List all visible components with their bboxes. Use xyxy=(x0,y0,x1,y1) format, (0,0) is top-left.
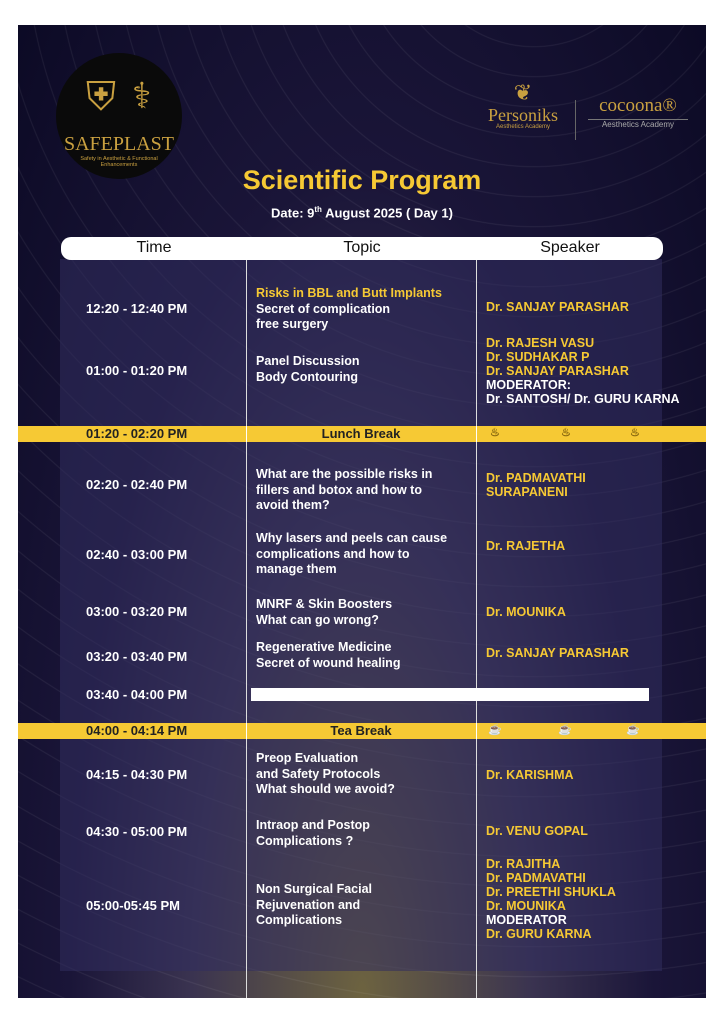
speaker-name: Dr. RAJESH VASU xyxy=(486,336,595,350)
session-speakers xyxy=(486,605,566,619)
topic-line: What are the possible risks in xyxy=(256,467,433,481)
break-time: 01:20 - 02:20 PM xyxy=(86,426,188,441)
session-topic xyxy=(256,286,442,333)
topic-line: Secret of wound healing xyxy=(256,655,401,670)
logo-name: cocoona® xyxy=(599,95,677,116)
topic-line: complications and how to xyxy=(256,546,410,561)
speaker-name: Dr. SANJAY PARASHAR xyxy=(486,300,629,314)
speaker-name: Dr. PREETHI SHUKLA xyxy=(486,885,616,899)
session-speakers xyxy=(486,471,586,499)
speaker-name: MODERATOR xyxy=(486,913,567,927)
header-time: Time xyxy=(136,239,172,256)
event-date xyxy=(18,205,706,220)
butterfly-icon: ❦ xyxy=(513,80,533,105)
logo-tagline: Aesthetics Academy xyxy=(588,119,688,129)
session-speakers xyxy=(486,539,565,553)
speaker-name: Dr. MOUNIKA xyxy=(486,605,566,619)
session-time: 02:40 - 03:00 PM xyxy=(86,547,188,562)
speaker-name: Dr. SANJAY PARASHAR xyxy=(486,364,629,378)
topic-line: Why lasers and peels can cause xyxy=(256,531,448,545)
topic-line: Preop Evaluation xyxy=(256,751,359,765)
break-label: Tea Break xyxy=(330,723,392,738)
speaker-name: SURAPANENI xyxy=(486,485,568,499)
session-time: 04:30 - 05:00 PM xyxy=(86,824,188,839)
date-ordinal: th xyxy=(314,205,322,214)
tea-cup-icon: ☕ xyxy=(558,724,572,736)
logo-name: SAFEPLAST xyxy=(63,133,175,155)
logo-tagline: Aesthetics Academy xyxy=(495,124,551,130)
topic-line: MNRF & Skin Boosters xyxy=(256,597,393,611)
speaker-name: Dr. SANTOSH/ Dr. GURU KARNA xyxy=(486,392,680,406)
topic-line: Complications xyxy=(256,913,343,927)
column-divider xyxy=(476,723,477,739)
session-time: 01:00 - 01:20 PM xyxy=(86,363,188,378)
session-time: 04:15 - 04:30 PM xyxy=(86,767,188,782)
poster xyxy=(18,25,706,998)
topic-line: avoid them? xyxy=(256,498,330,512)
speaker-name: Dr. RAJETHA xyxy=(486,539,566,553)
session-time: 05:00-05:45 PM xyxy=(86,898,180,913)
column-divider xyxy=(476,259,477,998)
topic-line: Secret of complication xyxy=(256,301,391,316)
topic-line: Panel Discussion xyxy=(256,354,360,368)
page-title: Scientific Program xyxy=(242,165,482,195)
speaker-name: Dr. PADMAVATHI xyxy=(486,471,586,485)
speaker-name: Dr. PADMAVATHI xyxy=(486,871,586,885)
session-speakers xyxy=(486,646,629,660)
blank-topic-bar xyxy=(251,688,649,701)
logo-name: Personiks xyxy=(487,105,558,125)
tea-break-bar xyxy=(18,723,706,739)
header-speaker: Speaker xyxy=(540,239,600,256)
session-time: 03:20 - 03:40 PM xyxy=(86,649,188,664)
speaker-name: Dr. RAJITHA xyxy=(486,857,561,871)
logo-tagline: Safety in Aesthetic & Functional Enhancements xyxy=(80,156,158,168)
session-time: 03:40 - 04:00 PM xyxy=(86,687,188,702)
topic-line: free surgery xyxy=(256,317,329,331)
topic-line: fillers and botox and how to xyxy=(256,482,422,497)
session-topic xyxy=(256,882,372,929)
topic-line: What should we avoid? xyxy=(256,782,395,796)
speaker-name: Dr. MOUNIKA xyxy=(486,899,566,913)
food-icon: ♨ xyxy=(490,427,500,439)
food-icon: ♨ xyxy=(561,427,571,439)
speaker-name: MODERATOR: xyxy=(486,378,571,392)
speaker-name: Dr. SUDHAKAR P xyxy=(486,350,590,364)
topic-line: Non Surgical Facial xyxy=(256,882,373,896)
session-speakers xyxy=(486,336,680,406)
session-speakers xyxy=(486,857,616,941)
caduceus-icon: ⚕ xyxy=(132,75,152,116)
lunch-break-bar xyxy=(18,426,706,442)
food-icon: ♨ xyxy=(630,427,640,439)
session-time: 03:00 - 03:20 PM xyxy=(86,604,188,619)
column-divider xyxy=(476,426,477,442)
topic-highlight: Risks in BBL and Butt Implants xyxy=(256,286,442,300)
speaker-name: Dr. VENU GOPAL xyxy=(486,824,588,838)
logo-divider xyxy=(575,100,576,140)
session-time: 02:20 - 02:40 PM xyxy=(86,477,188,492)
header-topic: Topic xyxy=(343,239,381,256)
column-divider xyxy=(246,259,247,998)
speaker-name: Dr. KARISHMA xyxy=(486,768,574,782)
session-topic xyxy=(256,531,447,578)
table-header xyxy=(61,237,663,260)
topic-line: Intraop and Postop xyxy=(256,818,370,832)
session-speakers xyxy=(486,300,629,314)
session-topic xyxy=(256,597,392,628)
session-topic xyxy=(256,640,400,671)
topic-line: Regenerative Medicine xyxy=(256,640,392,654)
speaker-name: Dr. GURU KARNA xyxy=(486,927,592,941)
tea-cup-icon: ☕ xyxy=(626,724,640,736)
topic-line: and Safety Protocols xyxy=(256,766,381,781)
tea-cup-icon: ☕ xyxy=(488,724,502,736)
session-time: 12:20 - 12:40 PM xyxy=(86,301,188,316)
session-speakers xyxy=(486,768,574,782)
date-suffix: August 2025 ( Day 1) xyxy=(321,205,453,221)
shield-icon: ⛨ xyxy=(86,75,116,119)
topic-line: Complications ? xyxy=(256,833,354,848)
session-speakers xyxy=(486,824,588,838)
break-time: 04:00 - 04:14 PM xyxy=(86,723,188,738)
topic-line: What can go wrong? xyxy=(256,612,379,627)
session-topic xyxy=(256,354,360,385)
personiks-logo xyxy=(481,80,565,130)
cocoona-logo xyxy=(588,95,688,129)
speaker-name: Dr. SANJAY PARASHAR xyxy=(486,646,629,660)
safeplast-logo xyxy=(56,53,182,179)
session-topic xyxy=(256,751,395,798)
session-topic xyxy=(256,467,432,514)
session-topic xyxy=(256,818,370,849)
topic-line: Body Contouring xyxy=(256,369,359,384)
break-label: Lunch Break xyxy=(321,426,401,441)
topic-line: manage them xyxy=(256,562,337,576)
date-prefix: Date: 9 xyxy=(271,205,315,221)
topic-line: Rejuvenation and xyxy=(256,897,361,912)
